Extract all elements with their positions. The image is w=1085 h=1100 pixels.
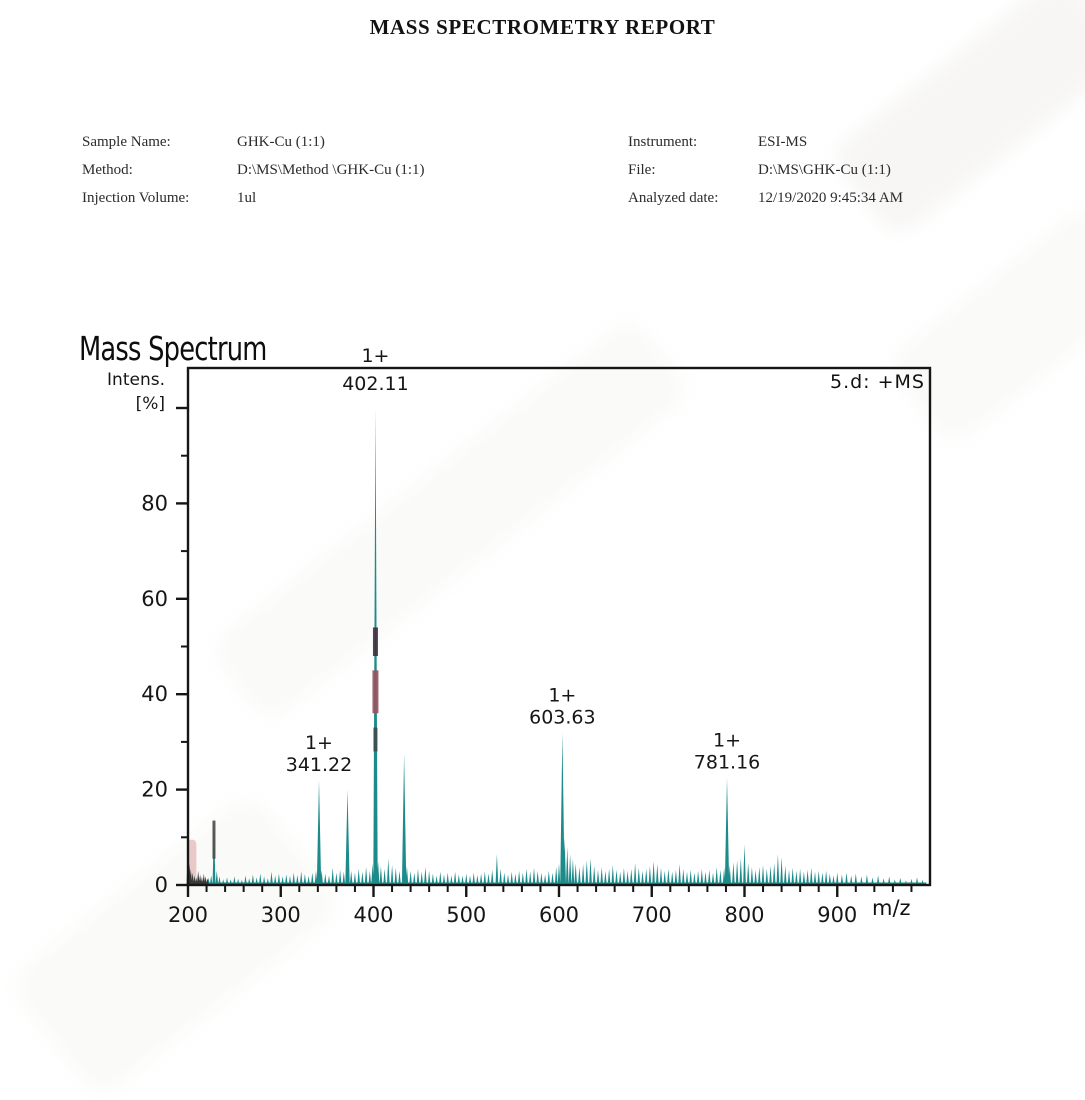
x-axis-unit-label: m/z bbox=[872, 896, 911, 920]
y-tick-label: 80 bbox=[141, 491, 168, 516]
meta-label-instrument: Instrument: bbox=[628, 134, 698, 150]
peak-color-artifact bbox=[212, 821, 215, 859]
x-tick-label: 600 bbox=[538, 903, 580, 927]
x-tick-label: 400 bbox=[353, 903, 394, 927]
peak-mz-label: 603.63 bbox=[529, 706, 596, 729]
meta-label-injection-volume: Injection Volume: bbox=[82, 190, 190, 206]
x-tick-label: 700 bbox=[631, 903, 672, 927]
peak-charge-label: 1+ bbox=[713, 729, 742, 752]
meta-value-analyzed-date: 12/19/2020 9:45:34 AM bbox=[758, 190, 904, 206]
peak-charge-label: 1+ bbox=[548, 684, 577, 707]
y-tick-label: 20 bbox=[141, 777, 168, 802]
peak-color-artifact bbox=[373, 627, 378, 656]
plot-border bbox=[188, 368, 930, 885]
meta-value-injection-volume: 1ul bbox=[237, 190, 257, 206]
spectrum-trace bbox=[207, 408, 924, 885]
peak-charge-label: 1+ bbox=[304, 732, 333, 755]
peak-color-artifact bbox=[372, 670, 378, 713]
meta-label-file: File: bbox=[628, 162, 656, 178]
report-title: MASS SPECTROMETRY REPORT bbox=[369, 15, 716, 39]
x-tick-label: 800 bbox=[724, 903, 765, 927]
x-tick-label: 200 bbox=[167, 903, 209, 927]
x-tick-label: 300 bbox=[260, 903, 301, 927]
y-tick-label: 0 bbox=[154, 873, 168, 897]
meta-value-instrument: ESI-MS bbox=[758, 134, 808, 150]
y-tick-label: 60 bbox=[141, 586, 168, 611]
meta-value-sample-name: GHK-Cu (1:1) bbox=[237, 134, 325, 150]
meta-label-sample-name: Sample Name: bbox=[82, 134, 171, 150]
meta-label-method: Method: bbox=[82, 162, 133, 178]
y-axis-title: Intens. bbox=[107, 370, 165, 390]
scan-label: 5.d: +MS bbox=[829, 371, 925, 393]
x-tick-label: 900 bbox=[817, 903, 858, 927]
peak-mz-label: 341.22 bbox=[285, 754, 353, 777]
peak-mz-label: 402.11 bbox=[342, 373, 409, 395]
x-tick-label: 500 bbox=[446, 903, 487, 927]
peak-charge-label: 1+ bbox=[361, 345, 390, 367]
meta-value-method: D:\MS\Method \GHK-Cu (1:1) bbox=[237, 162, 425, 178]
y-axis-unit: [%] bbox=[135, 394, 165, 414]
spectrum-heading: Mass Spectrum bbox=[79, 329, 267, 368]
peak-color-artifact bbox=[373, 728, 377, 752]
meta-value-file: D:\MS\GHK-Cu (1:1) bbox=[758, 162, 891, 178]
y-tick-label: 40 bbox=[141, 682, 168, 707]
peak-mz-label: 781.16 bbox=[693, 751, 761, 774]
meta-label-analyzed-date: Analyzed date: bbox=[628, 190, 719, 206]
